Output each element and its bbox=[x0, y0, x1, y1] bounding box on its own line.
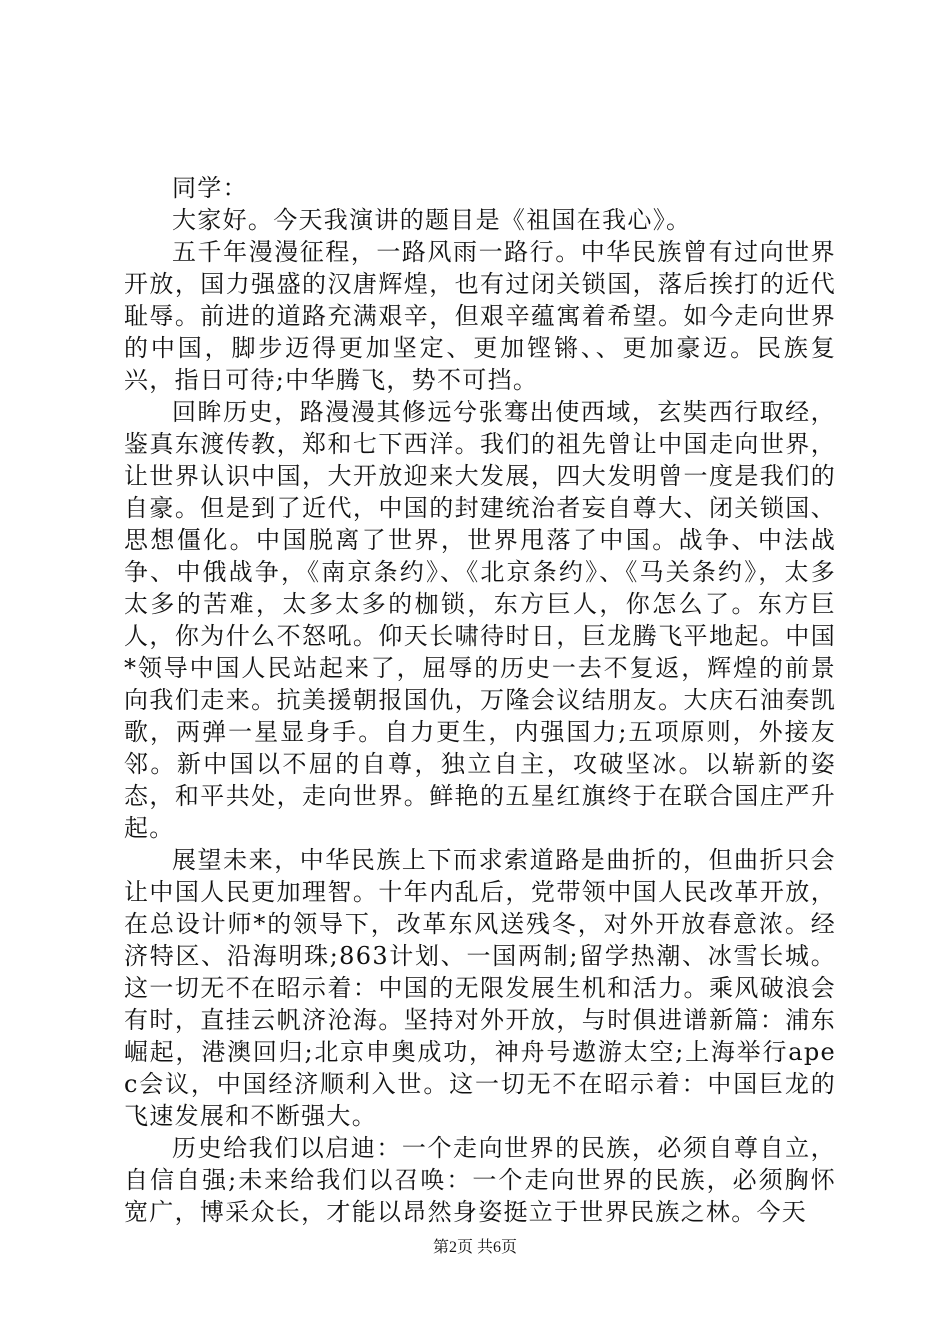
body-paragraph: 历史给我们以启迪：一个走向世界的民族，必须自尊自立，自信自强;未来给我们以召唤：一个走向世界的民族，必须胸怀宽广，博采众长，才能以昂然身姿挺立于世界民族之林。今天 bbox=[124, 1134, 836, 1226]
page-number-footer: 第2页 共6页 bbox=[432, 1239, 517, 1256]
body-paragraph: 展望未来，中华民族上下而求索道路是曲折的，但曲折只会让中国人民更加理智。十年内乱后，党带领中国人民改革开放，在总设计师*的领导下，改革东风送残冬，对外开放春意浓。经济特区、沿海明珠;863计划、一国两制;留学热潮、冰雪长城。这一切无不在昭示着：中国的无限发展生机和活力。乘风破浪会有时，直挂云帆济沧海。坚持对外开放，与时俱进谱新篇：浦东崛起，港澳回归;北京申奥成功，神舟号遨游太空;上海举行apec会议，中国经济顺利入世。这一切无不在昭示着：中国巨龙的飞速发展和不断强大。 bbox=[124, 846, 836, 1130]
greeting-paragraph: 大家好。今天我演讲的题目是《祖国在我心》。 bbox=[172, 206, 692, 234]
body-paragraph: 回眸历史，路漫漫其修远兮张骞出使西域，玄奘西行取经，鉴真东渡传教，郑和七下西洋。我们的祖先曾让中国走向世界，让世界认识中国，大开放迎来大发展，四大发明曾一度是我们的自豪。但是到了近代，中国的封建统治者妄自尊大、闭关锁国、思想僵化。中国脱离了世界，世界甩落了中国。战争、中法战争、中俄战争，《南京条约》、《北京条约》、《马关条约》，太多太多的苦难，太多太多的枷锁，东方巨人，你怎么了。东方巨人，你为什么不怒吼。仰天长啸待时日，巨龙腾飞平地起。中国*领导中国人民站起来了，屈辱的历史一去不复返，辉煌的前景向我们走来。抗美援朝报国仇，万隆会议结朋友。大庆石油奏凯歌，两弹一星显身手。自力更生，内强国力;五项原则，外接友邻。新中国以不屈的自尊，独立自主，攻破坚冰。以崭新的姿态，和平共处，走向世界。鲜艳的五星红旗终于在联合国庄严升起。 bbox=[124, 398, 836, 842]
document-body bbox=[124, 172, 836, 1228]
salutation: 同学： bbox=[172, 174, 248, 202]
body-paragraph: 五千年漫漫征程，一路风雨一路行。中华民族曾有过向世界开放，国力强盛的汉唐辉煌，也有过闭关锁国，落后挨打的近代耻辱。前进的道路充满艰辛，但艰辛蕴寓着希望。如今走向世界的中国，脚步迈得更加坚定、更加铿锵、、更加豪迈。民族复兴，指日可待;中华腾飞，势不可挡。 bbox=[124, 238, 836, 394]
